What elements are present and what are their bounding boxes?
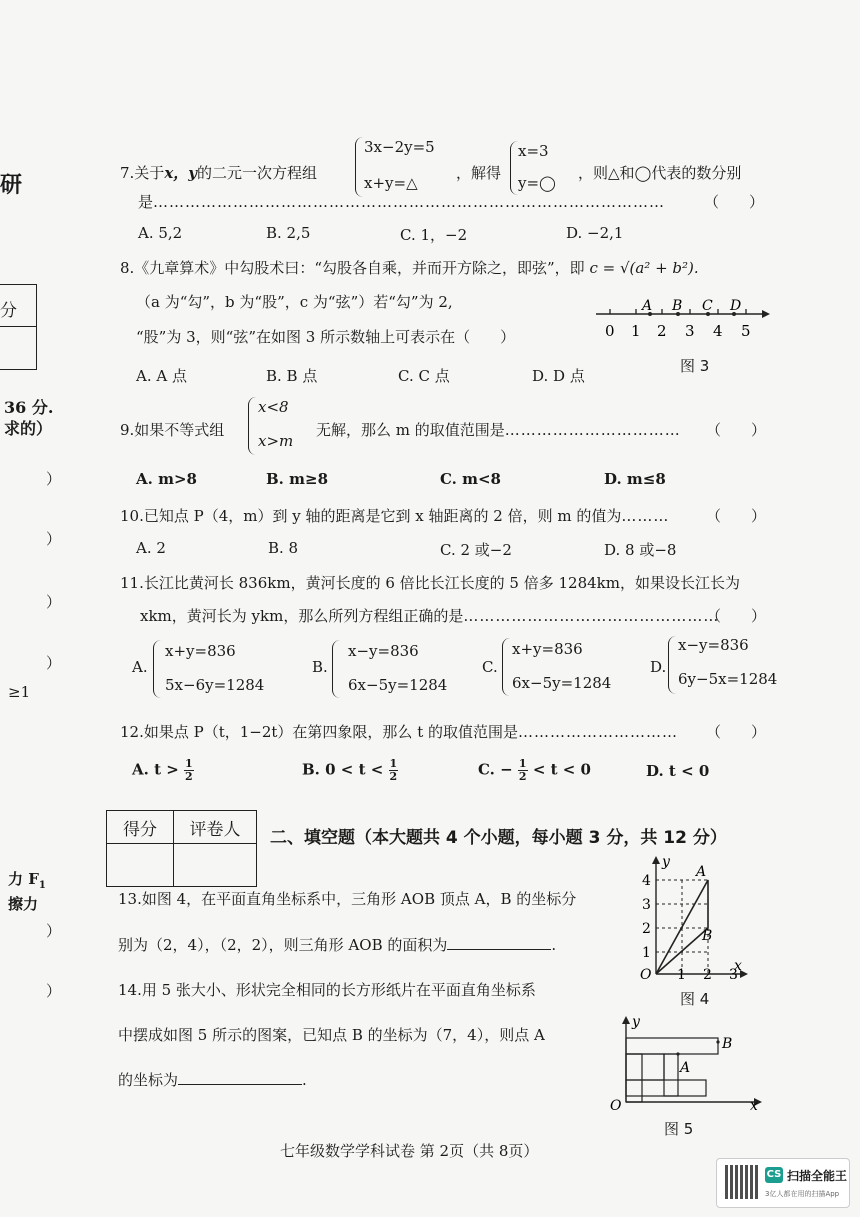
q7-opt-c[interactable]: C. 1，−2 (400, 226, 468, 244)
q9-opt-b[interactable]: B. m≥8 (266, 470, 328, 488)
q11-opt-d-brace (668, 636, 677, 694)
q10-text (120, 505, 669, 526)
fig5-origin: O (610, 1098, 622, 1114)
q7-solve: ，解得 (456, 164, 502, 182)
q12-opt-c-frac: $\frac{1}{2}$ (518, 757, 527, 783)
q9-tail-text: 无解，那么 m 的取值范围是 (316, 421, 505, 439)
fig4-point-a: A (696, 864, 707, 880)
figure-4-label: 图 4 (680, 990, 710, 1008)
q7-tail: ，则△和◯代表的数分别 (578, 164, 742, 182)
q7-eq1: 3x−2y=5 (364, 138, 435, 156)
margin-cali: 擦力 (8, 895, 39, 913)
q11-opt-d-eq2[interactable]: 6y−5x=1284 (678, 670, 778, 688)
q11-line2 (140, 605, 719, 626)
cs-app-name: 扫描全能王 (787, 1169, 848, 1183)
margin-36: 36 分. (4, 398, 54, 417)
margin-ge1: ≥1 (8, 683, 31, 701)
margin-liF-text: 力 F (8, 870, 39, 888)
q14-line1: 14.用 5 张大小、形状完全相同的长方形纸片在平面直角坐标系 (118, 981, 536, 999)
margin-paren-4: ） (46, 654, 62, 672)
q11-opt-c-eq1[interactable]: x+y=836 (512, 640, 583, 658)
margin-qiude: 求的） (4, 419, 53, 438)
fig5-x-label: x (750, 1098, 758, 1114)
q11-line2-text: xkm，黄河长为 ykm，那么所列方程组正确的是 (140, 607, 464, 625)
q7-prefix-text: 7.关于 (120, 164, 165, 182)
q9-opt-a[interactable]: A. m>8 (136, 470, 197, 488)
q8-formula: c = √(a² + b²). (589, 259, 699, 277)
margin-liF-sub: 1 (38, 880, 46, 891)
fig4-y-1: 1 (642, 945, 651, 961)
q11-opt-a-brace (153, 640, 162, 698)
axis-tick-1: 1 (631, 322, 641, 340)
q8-opt-d[interactable]: D. D 点 (532, 367, 585, 385)
q11-opt-d-label[interactable]: D. (650, 658, 667, 676)
q7-eq2: x+y=△ (364, 174, 418, 192)
q8-line1-text: 8.《九章算术》中勾股术曰：“勾股各自乘，并而开方除之，即弦”，即 (120, 259, 585, 277)
q12-opt-b-text: B. 0 < t < (302, 760, 384, 779)
fig4-y-4: 4 (642, 873, 651, 889)
q11-opt-a-eq2[interactable]: 5x−6y=1284 (165, 676, 265, 694)
axis-point-b: B (672, 298, 683, 314)
q8-opt-b[interactable]: B. B 点 (266, 367, 318, 385)
q9-ineq2: x>m (258, 432, 294, 450)
q9-opt-c[interactable]: C. m<8 (440, 470, 501, 488)
q14-line3 (118, 1069, 307, 1090)
margin-char-fen: 分 (0, 301, 17, 321)
q12-opt-d[interactable]: D. t < 0 (646, 762, 710, 780)
q11-opt-b-brace (332, 640, 341, 698)
q11-opt-a-label[interactable]: A. (132, 658, 148, 676)
q7-vars: x，y (164, 164, 197, 182)
fig4-origin: O (640, 967, 652, 982)
q12-stem: 12.如果点 P（t，1−2t）在第四象限，那么 t 的取值范围是 (120, 723, 518, 741)
q11-opt-b-eq2[interactable]: 6x−5y=1284 (348, 676, 448, 694)
q7-answer-paren[interactable]: （ ） (700, 191, 764, 212)
margin-paren-1: ） (46, 470, 62, 488)
q10-answer-paren[interactable]: （ ） (706, 507, 767, 525)
q11-answer-paren[interactable]: （ ） (706, 607, 767, 625)
q10-stem: 10.已知点 P（4，m）到 y 轴的距离是它到 x 轴距离的 2 倍，则 m 的值为 (120, 507, 622, 525)
q11-opt-a-eq1[interactable]: x+y=836 (165, 642, 236, 660)
q12-opt-c-text2: < t < 0 (532, 760, 591, 779)
q9-opt-d[interactable]: D. m≤8 (604, 470, 666, 488)
q9-prefix: 9.如果不等式组 (120, 421, 225, 439)
q7-sol1: x=3 (518, 142, 549, 160)
q11-opt-d-eq1[interactable]: x−y=836 (678, 636, 749, 654)
q12-opt-c-text1: C. − (478, 760, 513, 779)
q13-line1: 13.如图 4，在平面直角坐标系中，三角形 AOB 顶点 A，B 的坐标分 (118, 890, 577, 908)
q12-text (120, 721, 678, 742)
fig4-y-label: y (662, 854, 670, 870)
figure-5-rectangles (606, 1014, 766, 1114)
q8-line2: （a 为“勾”，b 为“股”，c 为“弦”）若“勾”为 2, (136, 293, 453, 311)
fig4-point-b: B (702, 928, 713, 944)
fig4-x-3: 3 (729, 967, 738, 982)
q12-dots: ………………………… (518, 723, 678, 741)
q11-opt-c-label[interactable]: C. (482, 658, 498, 676)
q12-opt-a-frac: $\frac{1}{2}$ (185, 757, 193, 783)
figure-3-number-line (594, 296, 770, 346)
q7-line2 (138, 191, 766, 212)
page-footer: 七年级数学学科试卷 第 2页（共 8页） (280, 1142, 539, 1160)
q7-opt-a[interactable]: A. 5,2 (138, 224, 183, 242)
fig4-x-2: 2 (703, 967, 712, 982)
q8-opt-a[interactable]: A. A 点 (136, 367, 187, 385)
q13-line2-text: 别为（2，4），（2，2），则三角形 AOB 的面积为 (118, 936, 448, 954)
figure-5-label: 图 5 (664, 1120, 694, 1138)
fig5-point-a: A (680, 1060, 691, 1076)
axis-tick-3: 3 (685, 322, 695, 340)
fig5-point-b: B (722, 1036, 733, 1052)
q11-dots: ………………………………………… (463, 607, 720, 625)
q7-brace (355, 137, 364, 197)
camscanner-watermark (716, 1158, 850, 1208)
q9-ineq1: x<8 (258, 398, 289, 416)
axis-tick-5: 5 (741, 322, 751, 340)
score-label: 得分 (107, 811, 174, 844)
q7-prefix (120, 162, 317, 183)
q12-opt-b-frac: $\frac{1}{2}$ (389, 757, 398, 783)
axis-point-a: A (642, 298, 653, 314)
axis-tick-0: 0 (605, 322, 615, 340)
q14-answer-blank[interactable] (178, 1070, 302, 1085)
margin-liF (8, 868, 46, 891)
cs-app-subtitle: 3亿人都在用的扫描App (765, 1190, 840, 1198)
q8-line3: “股”为 3，则“弦”在如图 3 所示数轴上可表示在（ ） (136, 328, 516, 346)
q11-line1: 11.长江比黄河长 836km，黄河长度的 6 倍比长江长度的 5 倍多 1284km，如果设长江长为 (120, 574, 740, 592)
q7-shi: 是 (138, 193, 154, 211)
score-table (106, 810, 257, 887)
q10-opt-a[interactable]: A. 2 (136, 539, 166, 557)
figure-3-label: 图 3 (680, 357, 710, 375)
q14-line3-text: 的坐标为 (118, 1071, 179, 1089)
fig5-y-label: y (632, 1014, 640, 1030)
q12-answer-paren[interactable]: （ ） (706, 723, 767, 741)
q7-opt-b[interactable]: B. 2,5 (266, 224, 311, 242)
q10-dots: ……… (621, 507, 670, 525)
axis-point-c: C (702, 298, 713, 314)
q7-opt-d[interactable]: D. −2,1 (566, 224, 624, 242)
grader-label: 评卷人 (174, 811, 257, 844)
q9-dots: …………………………… (504, 421, 681, 439)
q9-brace (248, 397, 257, 455)
q7-sol2: y=◯ (518, 174, 556, 192)
q11-opt-c-brace (502, 638, 511, 696)
margin-paren-2: ） (46, 530, 62, 548)
q11-opt-b-eq1[interactable]: x−y=836 (348, 642, 419, 660)
qr-code-icon (725, 1165, 759, 1199)
q13-answer-blank[interactable] (447, 935, 551, 950)
margin-paren-5: ） (46, 922, 62, 940)
grader-cell[interactable] (174, 844, 257, 887)
margin-paren-6: ） (46, 982, 62, 1000)
margin-score-divider (0, 326, 36, 327)
axis-point-d: D (730, 298, 742, 314)
q9-answer-paren[interactable]: （ ） (706, 421, 767, 439)
fig4-x-label: x (734, 958, 742, 974)
q11-opt-b-label[interactable]: B. (312, 658, 328, 676)
q14-line2: 中摆成如图 5 所示的图案，已知点 B 的坐标为（7，4），则点 A (118, 1026, 545, 1044)
axis-tick-4: 4 (713, 322, 723, 340)
q10-opt-c[interactable]: C. 2 或−2 (440, 541, 512, 559)
score-cell[interactable] (107, 844, 174, 887)
q12-opt-b[interactable] (302, 758, 398, 783)
q12-opt-c[interactable] (478, 758, 591, 783)
q11-opt-c-eq2[interactable]: 6x−5y=1284 (512, 674, 612, 692)
cs-badge-icon: CS (765, 1167, 783, 1183)
fig4-x-1: 1 (677, 967, 686, 982)
fig4-y-2: 2 (642, 921, 651, 937)
q13-line2 (118, 934, 556, 955)
fig4-y-3: 3 (642, 897, 651, 913)
q14-end: . (302, 1071, 307, 1089)
q10-opt-b[interactable]: B. 8 (268, 539, 299, 557)
section-2-title: 二、填空题（本大题共 4 个小题，每小题 3 分，共 12 分） (270, 828, 727, 848)
margin-paren-3: ） (46, 593, 62, 611)
q7-mid: 的二元一次方程组 (196, 164, 317, 182)
q10-opt-d[interactable]: D. 8 或−8 (604, 541, 677, 559)
q12-opt-a[interactable] (132, 758, 194, 783)
q12-opt-a-text: A. t > (132, 760, 179, 779)
margin-char-yan: 研 (0, 172, 23, 198)
q8-opt-c[interactable]: C. C 点 (398, 367, 450, 385)
axis-tick-2: 2 (657, 322, 667, 340)
figure-4-coordinate-plot (630, 852, 760, 982)
q7-dots: …………………………………………………………………………………… (153, 193, 666, 211)
q13-end: . (551, 936, 557, 954)
q9-tail (316, 419, 681, 440)
q8-line1 (120, 257, 699, 278)
